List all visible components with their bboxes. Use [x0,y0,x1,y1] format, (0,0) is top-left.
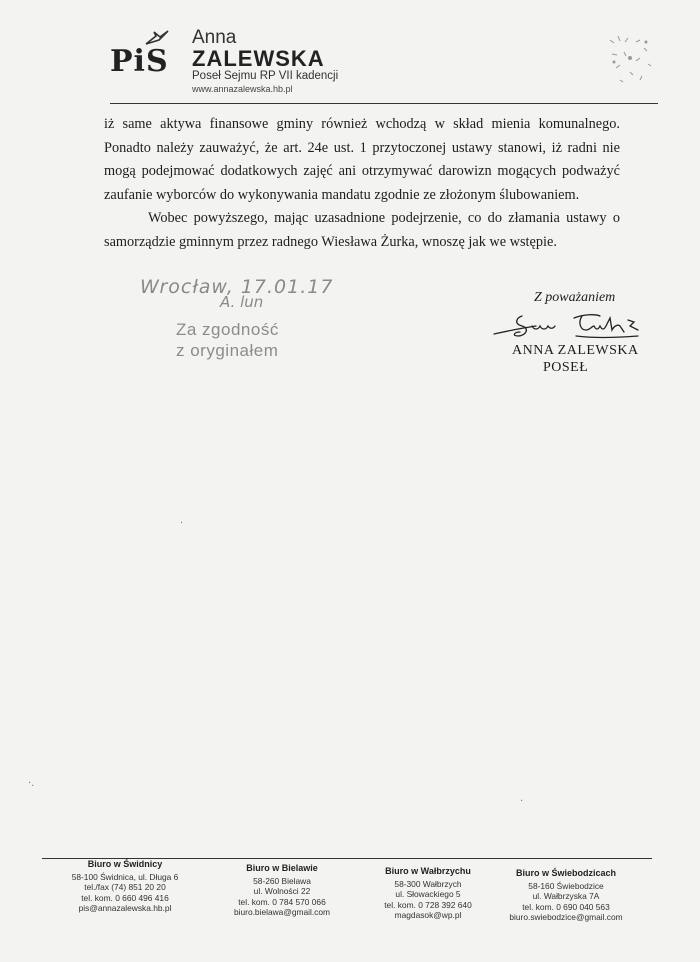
office-line: 58-160 Świebodzice [528,880,604,891]
office-line: 58-100 Świdnica, ul. Długa 6 [71,871,179,882]
office-line: biuro.bielawa@gmail.com [233,907,330,918]
header-last-name: ZALEWSKA [192,46,325,71]
office-swiebodzice [496,868,636,923]
office-line: ul. Wałbrzyska 7A [532,891,600,902]
pis-logo [110,30,185,82]
body-paragraph: Wobec powyższego, mając uzasadnione podejrzenie, co do złamania ustawy o samorządzie gminnym przez radnego Wiesława Żurka, wnoszę jak we wstępie. [104,210,620,250]
handwritten-initials: A. lun [220,293,264,311]
scan-speck: · [180,518,184,529]
scan-speck: · [520,796,524,807]
office-title: Biuro w Świdnicy [87,859,163,869]
corner-scribble-mark [600,28,660,88]
certification-stamp-line: Za zgodność [176,320,279,339]
office-title: Biuro w Bielawie [246,863,318,873]
certification-stamp-line: z oryginałem [176,341,279,360]
office-line: biuro.swiebodzice@gmail.com [509,912,623,923]
header-title: Poseł Sejmu RP VII kadencji [192,70,339,82]
handwritten-signature [492,308,652,342]
closing-salutation: Z poważaniem [534,290,616,305]
office-line: 58-300 Wałbrzych [394,878,462,889]
office-line: pis@annazalewska.hb.pl [78,903,172,914]
office-line: ul. Wolności 22 [253,886,311,897]
handwritten-date: Wrocław, 17.01.17 [140,276,334,298]
office-line: tel. kom. 0 660 496 416 [81,892,169,903]
header-first-name: Anna [192,27,237,48]
letter-body [104,113,620,255]
header-divider [110,103,658,104]
office-line: tel. kom. 0 690 040 563 [522,901,610,912]
office-line: tel. kom. 0 728 392 640 [384,899,472,910]
office-title: Biuro w Wałbrzychu [385,866,471,876]
signatory-name: ANNA ZALEWSKA [512,343,639,358]
office-title: Biuro w Świebodzicach [515,868,616,878]
office-line: tel./fax (74) 851 20 20 [84,882,166,893]
office-line: ul. Słowackiego 5 [395,889,461,900]
signatory-role: POSEŁ [543,360,589,375]
body-paragraph: iż same aktywa finansowe gminy również wchodzą w skład mienia komunalnego. Ponadto należy zauważyć, że art. 24e ust. 1 przytoczonej ustawy stanowi, iż radni nie mogą podejmować dodatkowych zajęć ani otrzymywać darowizn mogących podważyć zaufanie wyborców do wykonywania mandatu zgodnie ze złożonym ślubowaniem. [104,116,620,203]
office-line: 58-260 Bielawa [253,875,311,886]
office-line: magdasok@wp.pl [394,910,462,921]
scan-speck: ·. [28,778,35,789]
office-walbrzych [358,866,498,921]
office-line: tel. kom. 0 784 570 066 [238,896,326,907]
logo-text: PiS [110,44,169,79]
office-swidnica [55,859,195,914]
header-website: www.annazalewska.hb.pl [192,84,293,94]
office-bielawa [212,863,352,918]
